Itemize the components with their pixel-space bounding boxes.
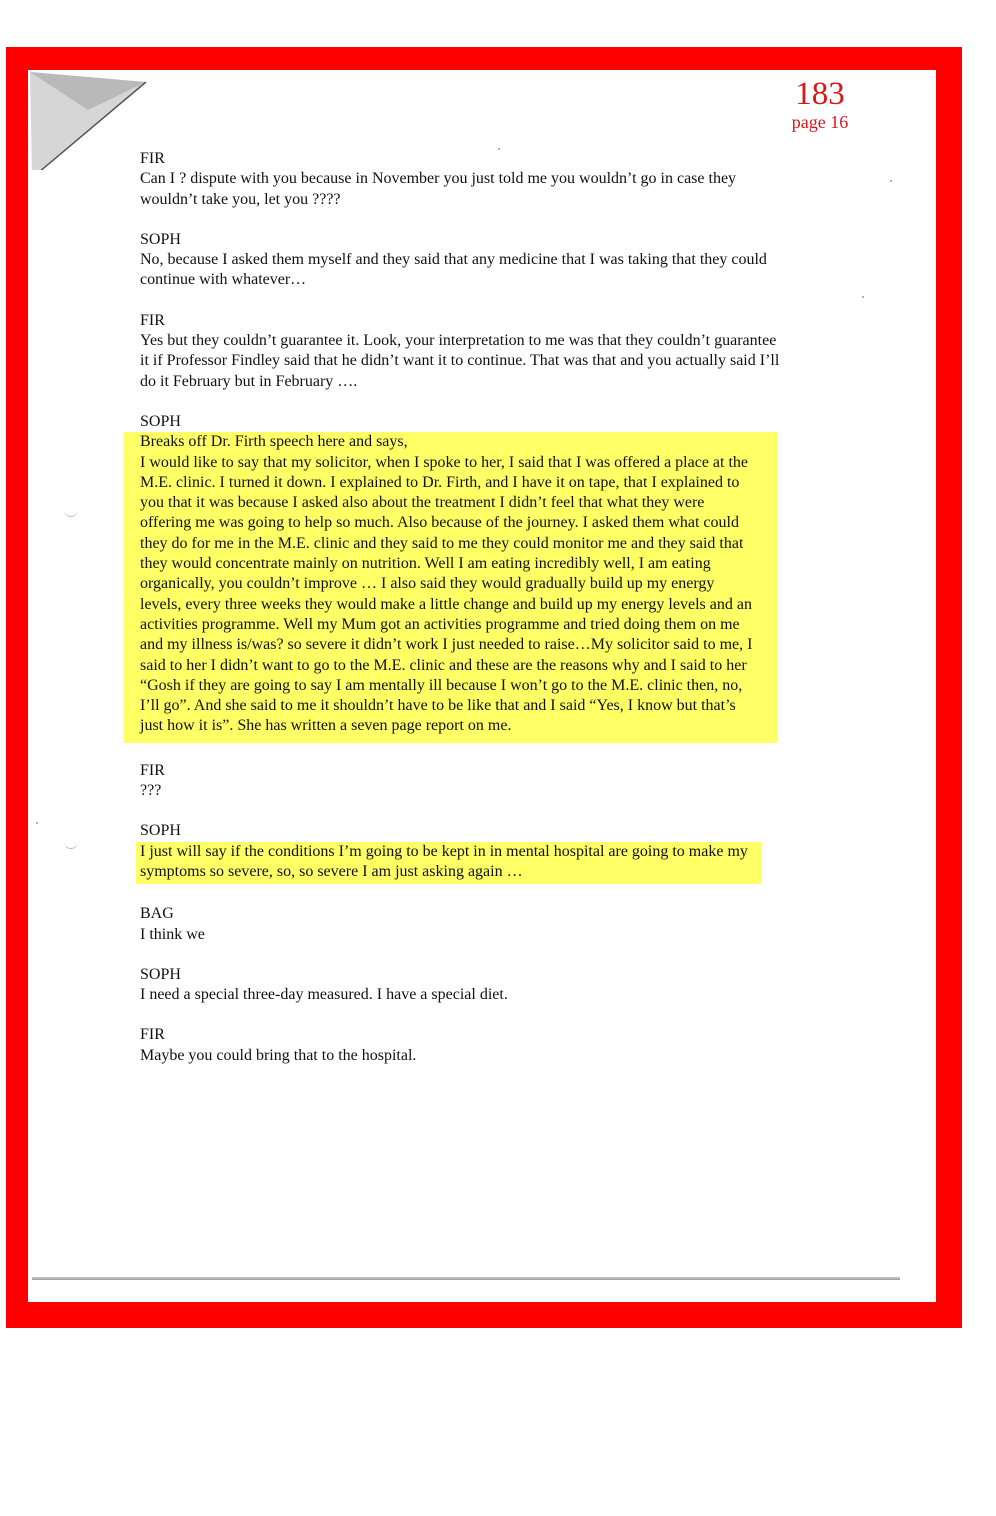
speaker-label: FIR [140,1026,165,1044]
document-page [28,70,936,1302]
transcript-entry [140,904,780,945]
speaker-label: SOPH [140,230,181,248]
transcript-entry [140,965,780,1006]
folded-corner-icon [28,70,148,170]
speech-text: I think we [140,925,205,943]
transcript-entry [140,761,780,802]
scan-speck [862,296,864,298]
speaker-label: BAG [140,905,174,923]
highlighted-passage [124,432,778,742]
punch-hole-mark [64,842,78,849]
scan-speck [498,148,500,150]
speaker-label: FIR [140,761,165,779]
scan-bottom-line [32,1277,900,1280]
transcript [140,149,780,1086]
page-number [760,78,880,131]
speech-text: Maybe you could bring that to the hospital. [140,1046,417,1064]
speaker-label: FIR [140,311,165,329]
speech-text: ??? [140,782,162,800]
transcript-entry [140,1025,780,1066]
punch-hole-mark [64,510,78,517]
transcript-entry [140,412,780,743]
transcript-entry [140,230,780,291]
speaker-label: SOPH [140,412,181,430]
speech-text: I would like to say that my solicitor, when I spoke to her, I said that I was offered a place at the M.E. clinic. I turned it down. I explained to Dr. Firth, and I have it on tape, that I explained to you that it was because I asked also about the treatment I didn’t feel that what they were offering me was going to help so much. Also because of the journey. I asked them what could they do for me in the M.E. clinic and they said to me they could monitor me and they said that they would concentrate mainly on nutrition. Well I am eating incredibly well, I am eating organically, you couldn’t improve … I also said they would gradually build up my energy levels, every three weeks they would make a little change and build up my energy levels and an activities programme. Well my Mum got an activities programme and tried doing them on me and my illness is/was? so severe it didn’t work I just needed to raise…My solicitor said to me, I said to her I didn’t want to go to the M.E. clinic and these are the reasons why and I said to her “Gosh if they are going to say I am mentally ill because I won’t go to the M.E. clinic then, no, I’ll go”. And she said to me it shouldn’t have to be like that and I said “Yes, I know but that’s just how it is”. She has written a seven page report on me. [140,453,753,735]
transcript-entry [140,311,780,392]
speaker-label: SOPH [140,965,181,983]
scan-speck [36,822,38,824]
page-number-subtitle: page 16 [791,112,849,132]
transcript-entry [140,149,780,210]
speech-text: No, because I asked them myself and they said that any medicine that I was taking that they could continue with whatever… [140,251,767,289]
speech-text: Can I ? dispute with you because in November you just told me you wouldn’t go in case they wouldn’t take you, let you ???? [140,170,737,208]
highlighted-line: I just will say if the conditions I’m going to be kept in in mental hospital are going to make my symptoms so severe, so, so severe I am just asking again … [136,842,762,885]
scan-speck [890,180,892,182]
speech-intro: Breaks off Dr. Firth speech here and says, [140,433,408,451]
speech-text: Yes but they couldn’t guarantee it. Look, your interpretation to me was that they couldn’t guarantee it if Professor Findley said that he didn’t want it to continue. That was that and you actually said I’ll do it February but in February …. [140,332,780,390]
speech-text: I need a special three-day measured. I have a special diet. [140,986,508,1004]
speaker-label: FIR [140,150,165,167]
transcript-entry [140,821,780,884]
speech-text [140,842,780,885]
speaker-label: SOPH [140,822,181,840]
page-number-main: 183 [795,76,845,112]
